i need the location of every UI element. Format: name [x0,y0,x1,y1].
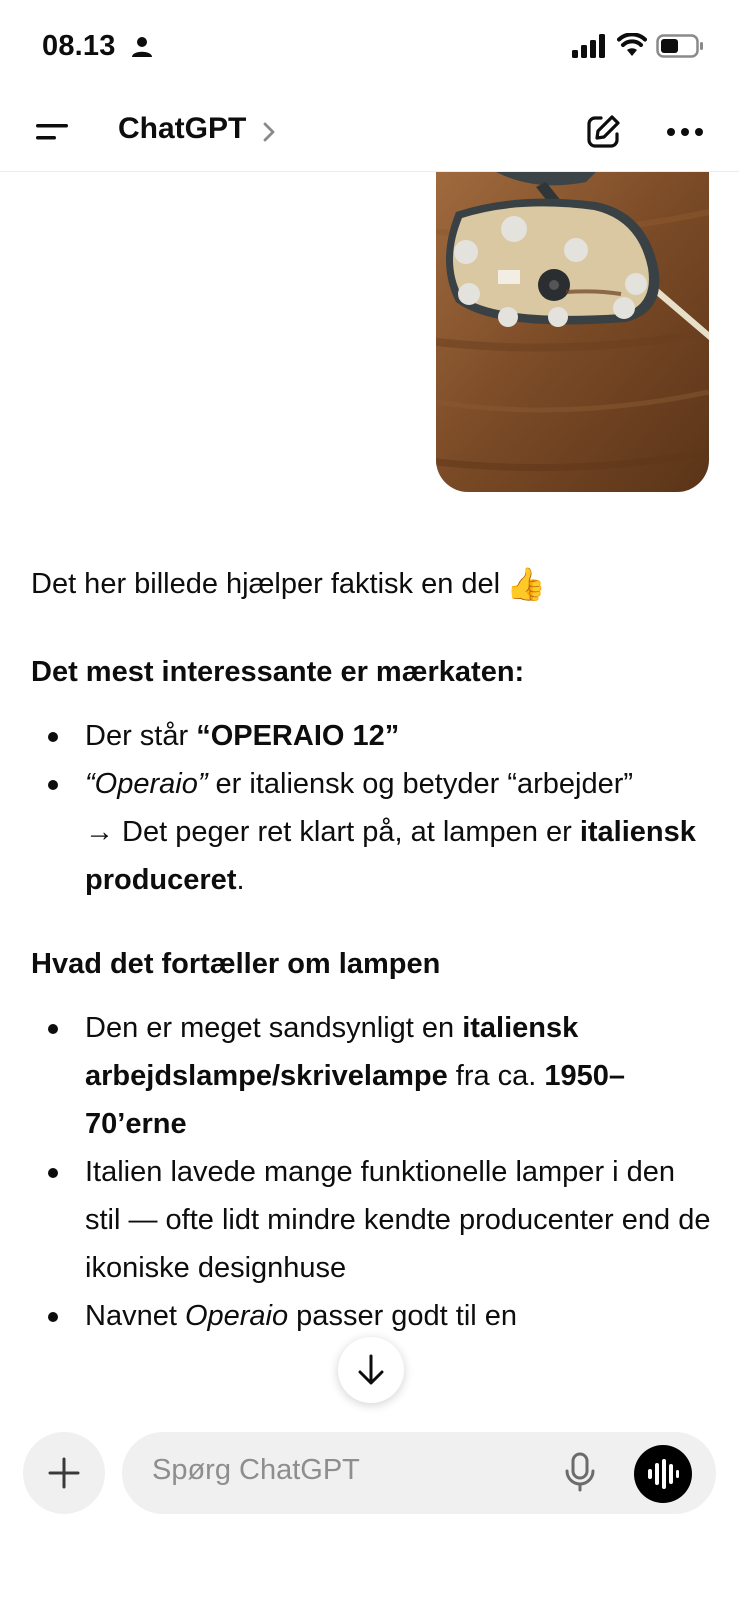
status-bar [0,0,739,92]
list-item: Italien lavede mange funktionelle lamper i den stil — ofte lidt mindre kendte producenter end de ikoniske designhuse [31,1148,711,1292]
voice-mode-button[interactable] [634,1445,692,1503]
assistant-message [31,560,711,1376]
uploaded-lamp-photo[interactable] [436,172,709,492]
arrow-down-icon [356,1353,386,1387]
message-input[interactable] [122,1432,716,1514]
model-title[interactable]: ChatGPT [118,112,247,145]
intro-text: Det her billede hjælper faktisk en del [31,568,501,600]
chevron-right-icon[interactable] [262,120,276,144]
wifi-icon [617,33,647,57]
list-item: Navnet Operaio passer godt til en [31,1292,711,1340]
thumbs-up-emoji: 👍 [506,566,546,602]
message-input-placeholder: Spørg ChatGPT [152,1454,360,1486]
battery-icon [656,34,704,58]
lamp-base-image [436,172,709,492]
plus-icon [47,1456,81,1490]
app-header [0,92,739,172]
menu-icon[interactable] [34,116,70,148]
microphone-icon[interactable] [564,1452,596,1492]
scroll-to-bottom-button[interactable] [338,1337,404,1403]
label-findings-list [31,712,711,904]
message-intro [31,560,711,608]
person-icon [131,36,153,58]
voice-waveform-icon [646,1459,680,1489]
new-chat-icon[interactable] [584,113,622,151]
list-item: “Operaio” er italiensk og betyder “arbejder” → Det peger ret klart på, at lampen er italiensk produceret. [31,760,711,904]
cellular-signal-icon [572,34,606,58]
list-item: Der står “OPERAIO 12” [31,712,711,760]
section-heading-label: Det mest interessante er mærkaten: [31,656,525,688]
lamp-facts-list [31,1004,711,1340]
status-time: 08.13 [42,30,116,62]
add-attachment-button[interactable] [23,1432,105,1514]
more-options-icon[interactable] [666,126,704,138]
section-heading-lamp: Hvad det fortæller om lampen [31,948,441,980]
list-item: Den er meget sandsynligt en italiensk arbejdslampe/skrivelampe fra ca. 1950–70’erne [31,1004,711,1148]
